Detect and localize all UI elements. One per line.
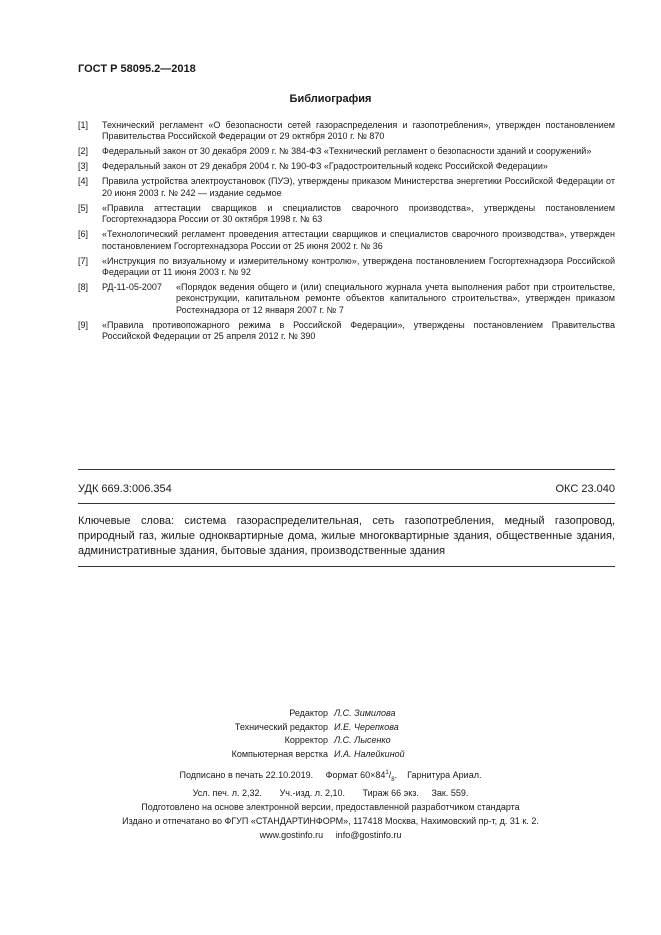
prepared-note: Подготовлено на основе электронной версии, предоставленной разработчиком стандарта: [141, 801, 520, 812]
publisher-info: [0, 815, 661, 842]
credit-role: Технический редактор: [234, 721, 328, 732]
publisher-website[interactable]: www.gostinfo.ru: [259, 829, 324, 840]
top-divider: [78, 469, 615, 470]
bibliography-text: «Правила противопожарного режима в Российской Федерации», утверждены постановлением Правительства Российской Федерации от 25 апреля 2012 г. № 390: [102, 319, 615, 342]
bibliography-text: Технический регламент «О безопасности сетей газораспределения и газопотребления», утвержден постановлением Правительства Российской Федерации от 29 октября 2010 г. № 870: [102, 120, 615, 142]
credit-name: И.А. Налейкиной: [334, 748, 405, 759]
order-number: Зак. 559.: [431, 788, 469, 799]
bibliography-item: [78, 146, 615, 157]
credit-role: Редактор: [289, 708, 328, 718]
bibliography-item: [78, 120, 615, 143]
credit-name: Л.С. Лысенко: [334, 735, 391, 745]
udc-code: УДК 669.3:006.354: [78, 483, 172, 495]
credit-role: Компьютерная верстка: [231, 748, 328, 759]
bibliography-number: [3]: [78, 161, 89, 172]
bibliography-text: Правила устройства электроустановок (ПУЭ), утверждены приказом Министерства энергетики Российской Федерации от 20 июня 2003 г. № 242 — издание седьмое: [102, 176, 615, 198]
credit-row: [0, 748, 661, 762]
bibliography-text: Федеральный закон от 29 декабря 2004 г. № 190-ФЗ «Градостроительный кодекс Российской Федерации»: [102, 161, 548, 172]
print-line-2: [0, 787, 661, 801]
credits-block: [0, 707, 661, 761]
middle-divider: [78, 503, 615, 504]
credit-name: Л.С. Зимилова: [334, 708, 396, 718]
bibliography-item: [78, 282, 615, 316]
bibliography-item: [78, 229, 615, 252]
bottom-divider: [78, 566, 615, 567]
print-line-3: [0, 801, 661, 815]
bibliography-item: [78, 161, 615, 172]
credit-name: И.Е. Черепкова: [334, 721, 399, 732]
bibliography-item: [78, 176, 615, 199]
bibliography-number: [5]: [78, 202, 89, 213]
bibliography-title: Библиография: [289, 93, 372, 105]
keywords: Ключевые слова: система газораспределительная, сеть газопотребления, медный газопровод, природный газ, жилые одноквартирные дома, жилые многоквартирные здания, общественные здания, административные здания, бытовые здания, производственные здания: [78, 515, 615, 557]
font-info: Гарнитура Ариал.: [407, 770, 482, 780]
bibliography-text: «Порядок ведения общего и (или) специального журнала учета выполнения работ при строительстве, реконструкции, капитальном ремонте объектов капитального строительства», утвержден приказом Ростехнадзора от 12 января 2007 г. № 7: [176, 282, 615, 315]
publisher-address: Издано и отпечатано во ФГУП «СТАНДАРТИНФОРМ», 117418 Москва, Нахимовский пр-т, д. 31 к. 2.: [122, 816, 539, 826]
bibliography-item: [78, 256, 615, 279]
print-info: [0, 767, 661, 814]
credit-row: [0, 721, 661, 735]
bibliography-number: [9]: [78, 319, 89, 330]
paper-format: Формат $60\times 84^1/_8$.: [325, 770, 398, 783]
bibliography-text: «Правила аттестации сварщиков и специалистов сварочного производства», утверждены постановлением Госгортехнадзора России от 30 октября 1998 г. № 63: [102, 202, 615, 225]
bibliography-item: [78, 320, 615, 343]
bibliography-text: «Технологический регламент проведения аттестации сварщиков и специалистов сварочного производства», утвержден постановлением Госгортехнадзора России от 25 июня 2002 г. № 36: [102, 229, 615, 251]
bibliography-text: Федеральный закон от 30 декабря 2009 г. № 384-ФЗ «Технический регламент о безопасности зданий и сооружений»: [102, 146, 592, 157]
bibliography-number: [8]: [78, 282, 89, 293]
bibliography-doc-code: РД-11-05-2007: [102, 282, 162, 293]
bibliography-number: [6]: [78, 229, 89, 240]
bibliography-list: [78, 120, 615, 346]
bibliography-number: [4]: [78, 176, 89, 187]
print-line-1: [0, 767, 661, 787]
document-code: ГОСТ Р 58095.2—2018: [78, 63, 196, 75]
publisher-email[interactable]: info@gostinfo.ru: [335, 829, 402, 840]
bibliography-text: «Инструкция по визуальному и измерительному контролю», утверждена постановлением Госгортехнадзора Российской Федерации от 11 июня 2003 г. № 92: [102, 255, 615, 278]
credit-row: [0, 734, 661, 748]
publisher-sheets: Уч.-изд. л. 2,10.: [279, 788, 345, 799]
bibliography-number: [7]: [78, 255, 89, 266]
credit-role: Корректор: [284, 735, 328, 745]
oks-code: ОКС 23.040: [555, 483, 615, 495]
bibliography-item: [78, 203, 615, 226]
bibliography-number: [2]: [78, 146, 89, 157]
credit-row: [0, 707, 661, 721]
signed-date: Подписано в печать 22.10.2019.: [179, 770, 314, 780]
printed-sheets: Усл. печ. л. 2,32.: [192, 788, 263, 799]
print-run: Тираж 66 экз.: [362, 788, 419, 799]
bibliography-number: [1]: [78, 120, 89, 130]
publisher-contacts: [0, 829, 661, 843]
